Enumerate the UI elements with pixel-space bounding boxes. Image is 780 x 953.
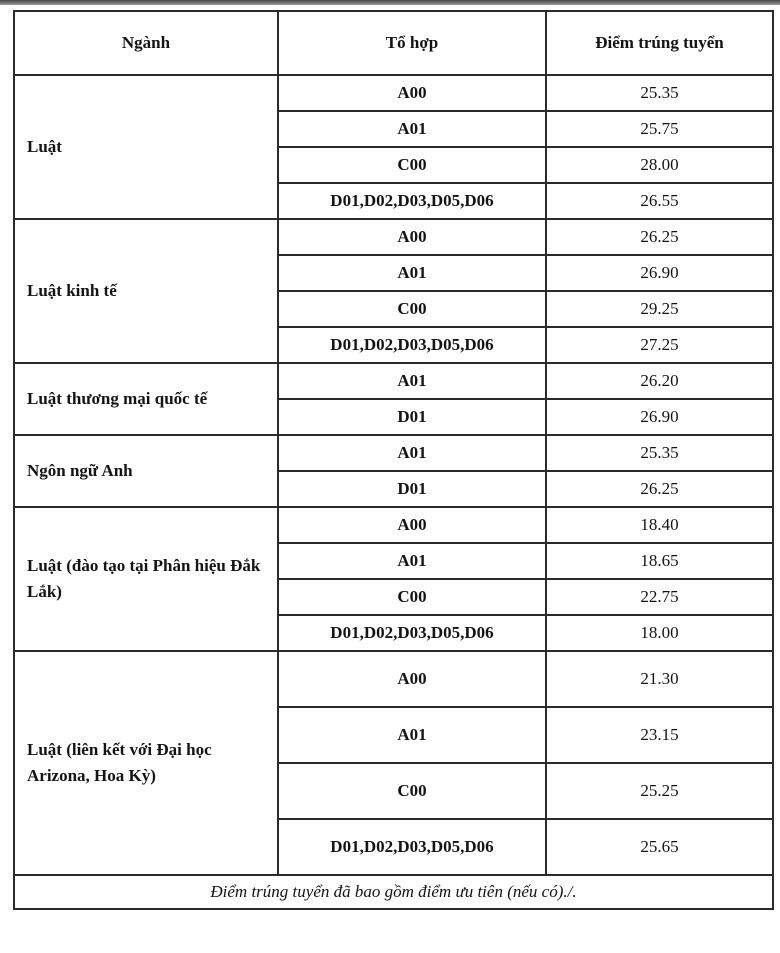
combo-cell: A00 xyxy=(278,219,546,255)
score-cell: 26.55 xyxy=(546,183,773,219)
combo-cell: C00 xyxy=(278,579,546,615)
major-cell-luat-thuong-mai: Luật thương mại quốc tế xyxy=(14,363,278,435)
score-cell: 25.35 xyxy=(546,435,773,471)
table-row xyxy=(14,219,773,255)
header-combination: Tổ hợp xyxy=(278,11,546,75)
score-cell: 26.90 xyxy=(546,399,773,435)
combo-cell: D01,D02,D03,D05,D06 xyxy=(278,819,546,875)
table-row xyxy=(14,651,773,707)
score-cell: 18.40 xyxy=(546,507,773,543)
combo-cell: A01 xyxy=(278,707,546,763)
score-cell: 21.30 xyxy=(546,651,773,707)
major-cell-luat-kinh-te: Luật kinh tế xyxy=(14,219,278,363)
score-cell: 22.75 xyxy=(546,579,773,615)
major-cell-luat: Luật xyxy=(14,75,278,219)
combo-cell: D01,D02,D03,D05,D06 xyxy=(278,615,546,651)
table-row xyxy=(14,507,773,543)
score-cell: 25.75 xyxy=(546,111,773,147)
combo-cell: C00 xyxy=(278,291,546,327)
combo-cell: C00 xyxy=(278,147,546,183)
footnote-row xyxy=(14,875,773,909)
score-cell: 25.25 xyxy=(546,763,773,819)
photo-edge-artifact xyxy=(0,0,780,5)
combo-cell: D01,D02,D03,D05,D06 xyxy=(278,327,546,363)
score-cell: 26.25 xyxy=(546,471,773,507)
score-cell: 18.65 xyxy=(546,543,773,579)
table-row xyxy=(14,363,773,399)
score-cell: 26.20 xyxy=(546,363,773,399)
admission-score-table xyxy=(13,10,774,910)
score-cell: 25.35 xyxy=(546,75,773,111)
table-row xyxy=(14,75,773,111)
combo-cell: A00 xyxy=(278,507,546,543)
header-row xyxy=(14,11,773,75)
footnote: Điểm trúng tuyển đã bao gồm điểm ưu tiên (nếu có)./. xyxy=(14,875,773,909)
score-cell: 27.25 xyxy=(546,327,773,363)
score-cell: 26.25 xyxy=(546,219,773,255)
combo-cell: A01 xyxy=(278,111,546,147)
combo-cell: A01 xyxy=(278,255,546,291)
table-row xyxy=(14,435,773,471)
score-cell: 26.90 xyxy=(546,255,773,291)
combo-cell: A01 xyxy=(278,435,546,471)
combo-cell: D01 xyxy=(278,399,546,435)
score-cell: 28.00 xyxy=(546,147,773,183)
major-cell-lien-ket-arizona: Luật (liên kết với Đại học Arizona, Hoa Kỳ) xyxy=(14,651,278,875)
score-cell: 18.00 xyxy=(546,615,773,651)
major-cell-ngon-ngu-anh: Ngôn ngữ Anh xyxy=(14,435,278,507)
score-cell: 25.65 xyxy=(546,819,773,875)
combo-cell: C00 xyxy=(278,763,546,819)
header-major: Ngành xyxy=(14,11,278,75)
major-cell-phan-hieu-dak-lak: Luật (đào tạo tại Phân hiệu Đắk Lắk) xyxy=(14,507,278,651)
combo-cell: A00 xyxy=(278,651,546,707)
combo-cell: D01 xyxy=(278,471,546,507)
combo-cell: A01 xyxy=(278,363,546,399)
combo-cell: D01,D02,D03,D05,D06 xyxy=(278,183,546,219)
score-cell: 29.25 xyxy=(546,291,773,327)
combo-cell: A00 xyxy=(278,75,546,111)
combo-cell: A01 xyxy=(278,543,546,579)
score-cell: 23.15 xyxy=(546,707,773,763)
header-score: Điểm trúng tuyển xyxy=(546,11,773,75)
